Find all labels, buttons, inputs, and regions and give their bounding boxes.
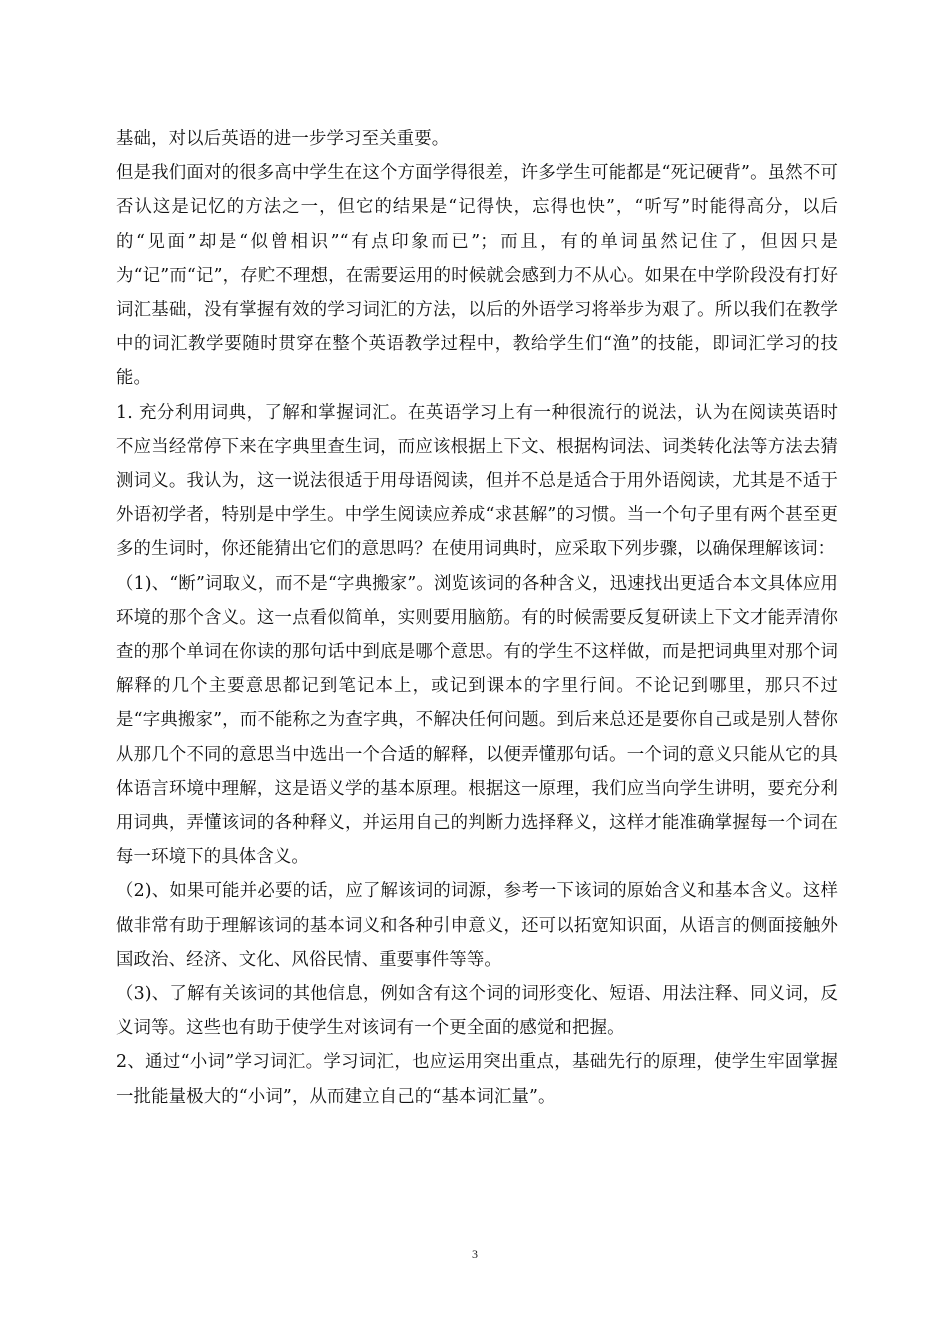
paragraph-point-1: 1. 充分利用词典，了解和掌握词汇。在英语学习上有一种很流行的说法，认为在阅读英语时不应当经常停下来在字典里查生词，而应该根据上下文、根据构词法、词类转化法等方法去猜测词义。我认为，这一说法很适于用母语阅读，但并不总是适合于用外语阅读，尤其是不适于外语初学者，特别是中学生。中学生阅读应养成“求甚解”的习惯。当一个句子里有两个甚至更多的生词时，你还能猜出它们的意思吗？在使用词典时，应采取下列步骤，以确保理解该词： <box>116 402 838 560</box>
paragraph-step-2: （2)、如果可能并必要的话，应了解该词的词源，参考一下该词的原始含义和基本含义。这样做非常有助于理解该词的基本词义和各种引申意义，还可以拓宽知识面，从语言的侧面接触外国政治、经济、文化、风俗民情、重要事件等等。 <box>116 881 838 970</box>
paragraph-step-1: （1)、“断”词取义，而不是“字典搬家”。浏览该词的各种含义，迅速找出更适合本文具体应用环境的那个含义。这一点看似简单，实则要用脑筋。有的时候需要反复研读上下文才能弄清你查的那个单词在你读的那句话中到底是哪个意思。有的学生不这样做，而是把词典里对那个词解释的几个主要意思都记到笔记本上，或记到课本的字里行间。不论记到哪里，那只不过是“字典搬家”，而不能称之为查字典，不解决任何问题。到后来总还是要你自己或是别人替你从那几个不同的意思当中选出一个合适的解释，以便弄懂那句话。一个词的意义只能从它的具体语言环境中理解，这是语义学的基本原理。根据这一原理，我们应当向学生讲明，要充分利用词典，弄懂该词的各种释义，并运用自己的判断力选择释义，这样才能准确掌握每一个词在每一环境下的具体含义。 <box>116 573 838 868</box>
paragraph-point-2: 2、通过“小词”学习词汇。学习词汇，也应运用突出重点，基础先行的原理，使学生牢固掌握一批能量极大的“小词”，从而建立自己的“基本词汇量”。 <box>116 1052 838 1107</box>
document-body <box>116 122 838 1114</box>
page-number: 3 <box>472 1247 478 1261</box>
paragraph-continuation: 基础，对以后英语的进一步学习至关重要。 <box>116 129 450 149</box>
paragraph-step-3: （3)、了解有关该词的其他信息，例如含有这个词的词形变化、短语、用法注释、同义词，反义词等。这些也有助于使学生对该词有一个更全面的感觉和把握。 <box>116 984 838 1039</box>
paragraph-intro: 但是我们面对的很多高中学生在这个方面学得很差，许多学生可能都是“死记硬背”。虽然不可否认这是记忆的方法之一，但它的结果是“记得快，忘得也快”，“听写”时能得高分，以后的“见面”却是“似曾相识”“有点印象而已”；而且，有的单词虽然记住了，但因只是为“记”而“记”，存贮不理想，在需要运用的时候就会感到力不从心。如果在中学阶段没有打好词汇基础，没有掌握有效的学习词汇的方法，以后的外语学习将举步为艰了。所以我们在教学中的词汇教学要随时贯穿在整个英语教学过程中，教给学生们“渔”的技能，即词汇学习的技能。 <box>116 163 838 389</box>
